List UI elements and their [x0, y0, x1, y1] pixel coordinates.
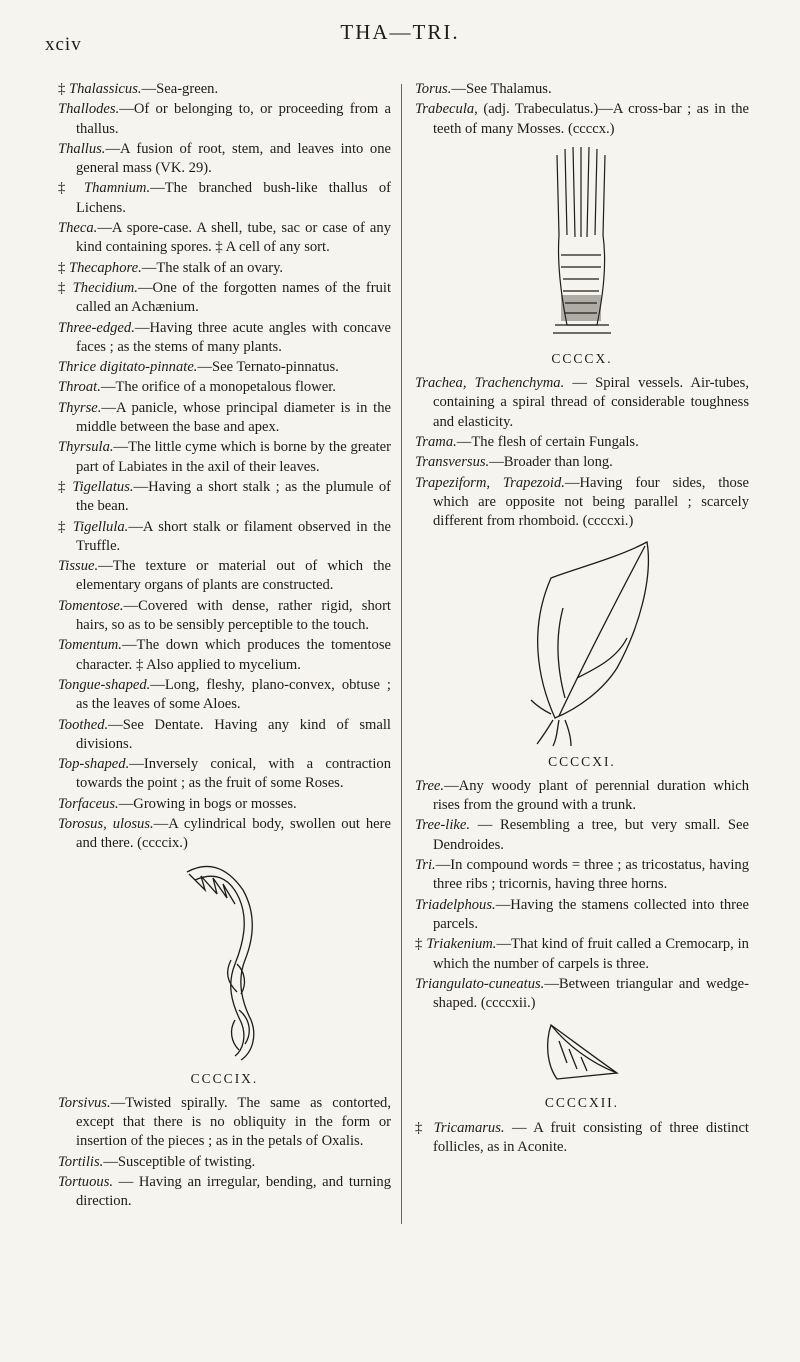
glossary-definition: —The orifice of a monopetalous flower.: [100, 379, 336, 396]
glossary-entry: [58, 518, 391, 557]
figure-caption-ccccix: CCCCIX.: [190, 1070, 259, 1086]
glossary-definition: —In compound words = three ; as tricostatus, having three ribs ; tricornis, having three horns.: [433, 857, 749, 893]
glossary-definition: —Inversely conical, with a contraction towards the point ; as the fruit of some Roses.: [76, 756, 391, 792]
glossary-definition: —Covered with dense, rather rigid, short hairs, so as to be sensibly perceptible to the touch.: [76, 597, 391, 634]
glossary-definition: —A panicle, whose principal diameter is in the middle between the base and apex.: [76, 399, 391, 436]
left-entries-continued: [58, 1094, 391, 1212]
glossary-term: Tomentum.: [58, 637, 122, 654]
right-column: [415, 80, 749, 1158]
glossary-definition: —The flesh of certain Fungals.: [456, 434, 639, 451]
glossary-term: Three-edged.: [58, 319, 135, 336]
glossary-definition: —Having a short stalk ; as the plumule of the bean.: [76, 478, 391, 515]
glossary-entry: [58, 557, 391, 596]
glossary-definition: —That kind of fruit called a Cremocarp, in which the number of carpels is three.: [433, 936, 749, 972]
glossary-term: Thallodes.: [58, 101, 120, 118]
glossary-entry: [415, 816, 749, 855]
glossary-term: Thalassicus.: [68, 81, 142, 97]
glossary-term: Tomentose.: [58, 597, 124, 614]
right-entries-lower: [415, 777, 749, 1014]
glossary-definition: —A cylindrical body, swollen out here and there. (ccccix.): [76, 815, 391, 852]
glossary-term: Torfaceus.: [58, 795, 119, 812]
glossary-definition: —Susceptible of twisting.: [103, 1153, 256, 1170]
glossary-entry: [58, 279, 391, 318]
moss-teeth-illustration: [537, 145, 627, 345]
glossary-entry: [415, 935, 749, 974]
glossary-term: Tree.: [415, 777, 445, 794]
glossary-definition: (adj. Trabeculatus.)—A cross-bar ; as in the teeth of many Mosses. (ccccx.): [433, 101, 749, 137]
glossary-entry: [58, 179, 391, 218]
glossary-term: Trabecula,: [415, 101, 478, 118]
glossary-definition: —Having the stamens collected into three parcels.: [433, 896, 749, 932]
trapeziform-leaf-illustration: [507, 538, 657, 748]
glossary-definition: —See Ternato-pinnatus.: [197, 359, 339, 376]
glossary-definition: —Between triangular and wedge-shaped. (ccccxii.): [433, 975, 749, 1012]
right-entries-top: [415, 80, 749, 139]
glossary-definition: —The branched bush-like thallus of Lichens.: [76, 180, 391, 216]
glossary-term: Tri.: [415, 857, 436, 874]
glossary-definition: —Long, fleshy, plano-convex, obtuse ; as the leaves of some Aloes.: [76, 676, 391, 713]
obsolete-term-mark: ‡: [415, 1119, 434, 1136]
glossary-definition: —Sea-green.: [141, 81, 219, 97]
obsolete-term-mark: ‡: [415, 936, 427, 953]
glossary-definition: —The down which produces the tomentose character. ‡ Also applied to mycelium.: [76, 637, 391, 673]
glossary-definition: —A short stalk or filament observed in the Truffle.: [76, 518, 391, 554]
glossary-term: Trapeziform, Trapezoid.: [415, 474, 565, 491]
glossary-term: Trachea, Trachenchyma.: [415, 375, 565, 392]
glossary-entry: [415, 896, 749, 935]
glossary-term: Torosus, ulosus.: [58, 815, 154, 832]
glossary-definition: —A fusion of root, stem, and leaves into one general mass (VK. 29).: [76, 140, 391, 177]
glossary-definition: —The stalk of an ovary.: [141, 259, 284, 276]
glossary-entry: [58, 378, 391, 397]
glossary-entry: [415, 433, 749, 452]
glossary-entry: [58, 716, 391, 755]
figure-caption-ccccx: CCCCX.: [551, 350, 613, 366]
glossary-entry: [58, 1153, 391, 1172]
glossary-definition: —One of the forgotten names of the fruit called an Achænium.: [76, 279, 391, 316]
glossary-definition: —See Thalamus.: [451, 81, 552, 97]
glossary-entry: [58, 755, 391, 794]
glossary-term: Thrice digitato-pinnate.: [58, 359, 198, 376]
left-entries: [58, 80, 391, 854]
right-entries-bottom: [415, 1119, 749, 1158]
glossary-term: Tissue.: [58, 558, 99, 575]
figure-ccccxi: [415, 538, 749, 771]
glossary-term: Trama.: [415, 434, 457, 451]
glossary-definition: — Resembling a tree, but very small. See Dendroides.: [433, 817, 749, 853]
glossary-term: Thyrsula.: [58, 439, 114, 456]
glossary-entry: [415, 453, 749, 472]
glossary-entry: [58, 319, 391, 358]
glossary-definition: —Of or belonging to, or proceeding from a thallus.: [76, 101, 391, 137]
glossary-term: Triadelphous.: [415, 896, 496, 913]
glossary-entry: [415, 374, 749, 432]
glossary-definition: —The texture or material out of which the elementary organs of plants are constructed.: [76, 558, 391, 594]
twisted-body-illustration: [165, 860, 285, 1065]
obsolete-term-mark: ‡: [58, 478, 73, 495]
glossary-entry: [415, 100, 749, 139]
figure-caption-ccccxi: CCCCXI.: [548, 753, 616, 769]
glossary-entry: [415, 777, 749, 816]
glossary-entry: [58, 399, 391, 438]
glossary-definition: — Having an irregular, bending, and turning direction.: [76, 1174, 391, 1210]
figure-ccccx: [415, 145, 749, 368]
wedge-shaped-leaf-illustration: [537, 1019, 627, 1089]
glossary-term: Tortuous.: [58, 1174, 114, 1191]
figure-ccccxii: [415, 1019, 749, 1112]
glossary-term: Toothed.: [58, 716, 109, 733]
obsolete-term-mark: ‡: [58, 259, 69, 276]
glossary-term: Thamnium.: [84, 180, 151, 197]
obsolete-term-mark: ‡: [58, 279, 73, 296]
glossary-definition: —Broader than long.: [489, 454, 613, 471]
glossary-entry: [58, 676, 391, 715]
glossary-term: Tigellula.: [72, 518, 129, 535]
glossary-term: Tigellatus.: [72, 478, 134, 495]
figure-caption-ccccxii: CCCCXII.: [544, 1095, 620, 1111]
glossary-entry: [58, 438, 391, 477]
glossary-entry: [415, 1119, 749, 1158]
glossary-term: Torsivus.: [58, 1094, 111, 1111]
glossary-entry: [58, 815, 391, 854]
glossary-entry: [58, 219, 391, 258]
glossary-definition: —Growing in bogs or mosses.: [118, 795, 297, 812]
running-title: THA—TRI.: [340, 20, 460, 44]
glossary-entry: [58, 795, 391, 814]
glossary-definition: —Any woody plant of perennial duration which rises from the ground with a trunk.: [433, 777, 749, 814]
glossary-definition: —Having four sides, those which are opposite not being parallel ; scarcely different from rhomboid. (ccccxi.): [433, 474, 749, 530]
obsolete-term-mark: ‡: [58, 180, 85, 197]
glossary-entry: [58, 1094, 391, 1152]
glossary-definition: — Spiral vessels. Air-tubes, containing a spiral thread of considerable toughness and elasticity.: [433, 375, 749, 430]
glossary-entry: [58, 1173, 391, 1212]
glossary-entry: [58, 140, 391, 179]
glossary-term: Tree-like.: [415, 817, 470, 834]
glossary-term: Top-shaped.: [58, 756, 130, 773]
glossary-term: Theca.: [58, 220, 98, 237]
column-divider: [401, 84, 402, 1224]
figure-ccccix: [58, 860, 391, 1088]
glossary-definition: — A fruit consisting of three distinct follicles, as in Aconite.: [433, 1119, 749, 1156]
glossary-term: Tricamarus.: [433, 1119, 505, 1136]
glossary-term: Thyrse.: [58, 399, 102, 416]
glossary-term: Torus.: [415, 81, 452, 97]
glossary-entry: [58, 597, 391, 636]
glossary-entry: [58, 358, 391, 377]
glossary-definition: —Twisted spirally. The same as contorted, except that there is no obliquity in the form or insertion of the pieces ; as in the petals of Oxalis.: [76, 1094, 391, 1150]
glossary-term: Triangulato-cuneatus.: [415, 975, 545, 992]
glossary-term: Thecidium.: [72, 279, 138, 296]
glossary-term: Thallus.: [58, 140, 106, 157]
glossary-definition: —The little cyme which is borne by the greater part of Labiates in the axil of their leaves.: [76, 439, 391, 475]
glossary-term: Thecaphore.: [68, 259, 142, 276]
obsolete-term-mark: ‡: [58, 518, 73, 535]
glossary-entry: [58, 478, 391, 517]
glossary-entry: [58, 259, 391, 278]
glossary-term: Tongue-shaped.: [58, 676, 151, 693]
glossary-term: Triakenium.: [426, 936, 497, 953]
glossary-entry: [415, 474, 749, 532]
glossary-term: Transversus.: [415, 454, 490, 471]
glossary-term: Throat.: [58, 379, 101, 396]
glossary-definition: —A spore-case. A shell, tube, sac or case of any kind containing spores. ‡ A cell of any sort.: [76, 220, 391, 256]
glossary-definition: —See Dentate. Having any kind of small divisions.: [76, 716, 391, 752]
glossary-definition: —Having three acute angles with concave faces ; as the stems of many plants.: [76, 319, 391, 355]
obsolete-term-mark: ‡: [58, 81, 69, 97]
glossary-entry: [415, 975, 749, 1014]
right-entries-middle: [415, 374, 749, 531]
glossary-entry: [58, 636, 391, 675]
page-number: xciv: [45, 34, 82, 55]
glossary-term: Tortilis.: [58, 1153, 104, 1170]
glossary-entry: [415, 80, 749, 99]
glossary-entry: [58, 100, 391, 139]
glossary-entry: [415, 856, 749, 895]
left-column: [58, 80, 391, 1213]
glossary-entry: [58, 80, 391, 99]
